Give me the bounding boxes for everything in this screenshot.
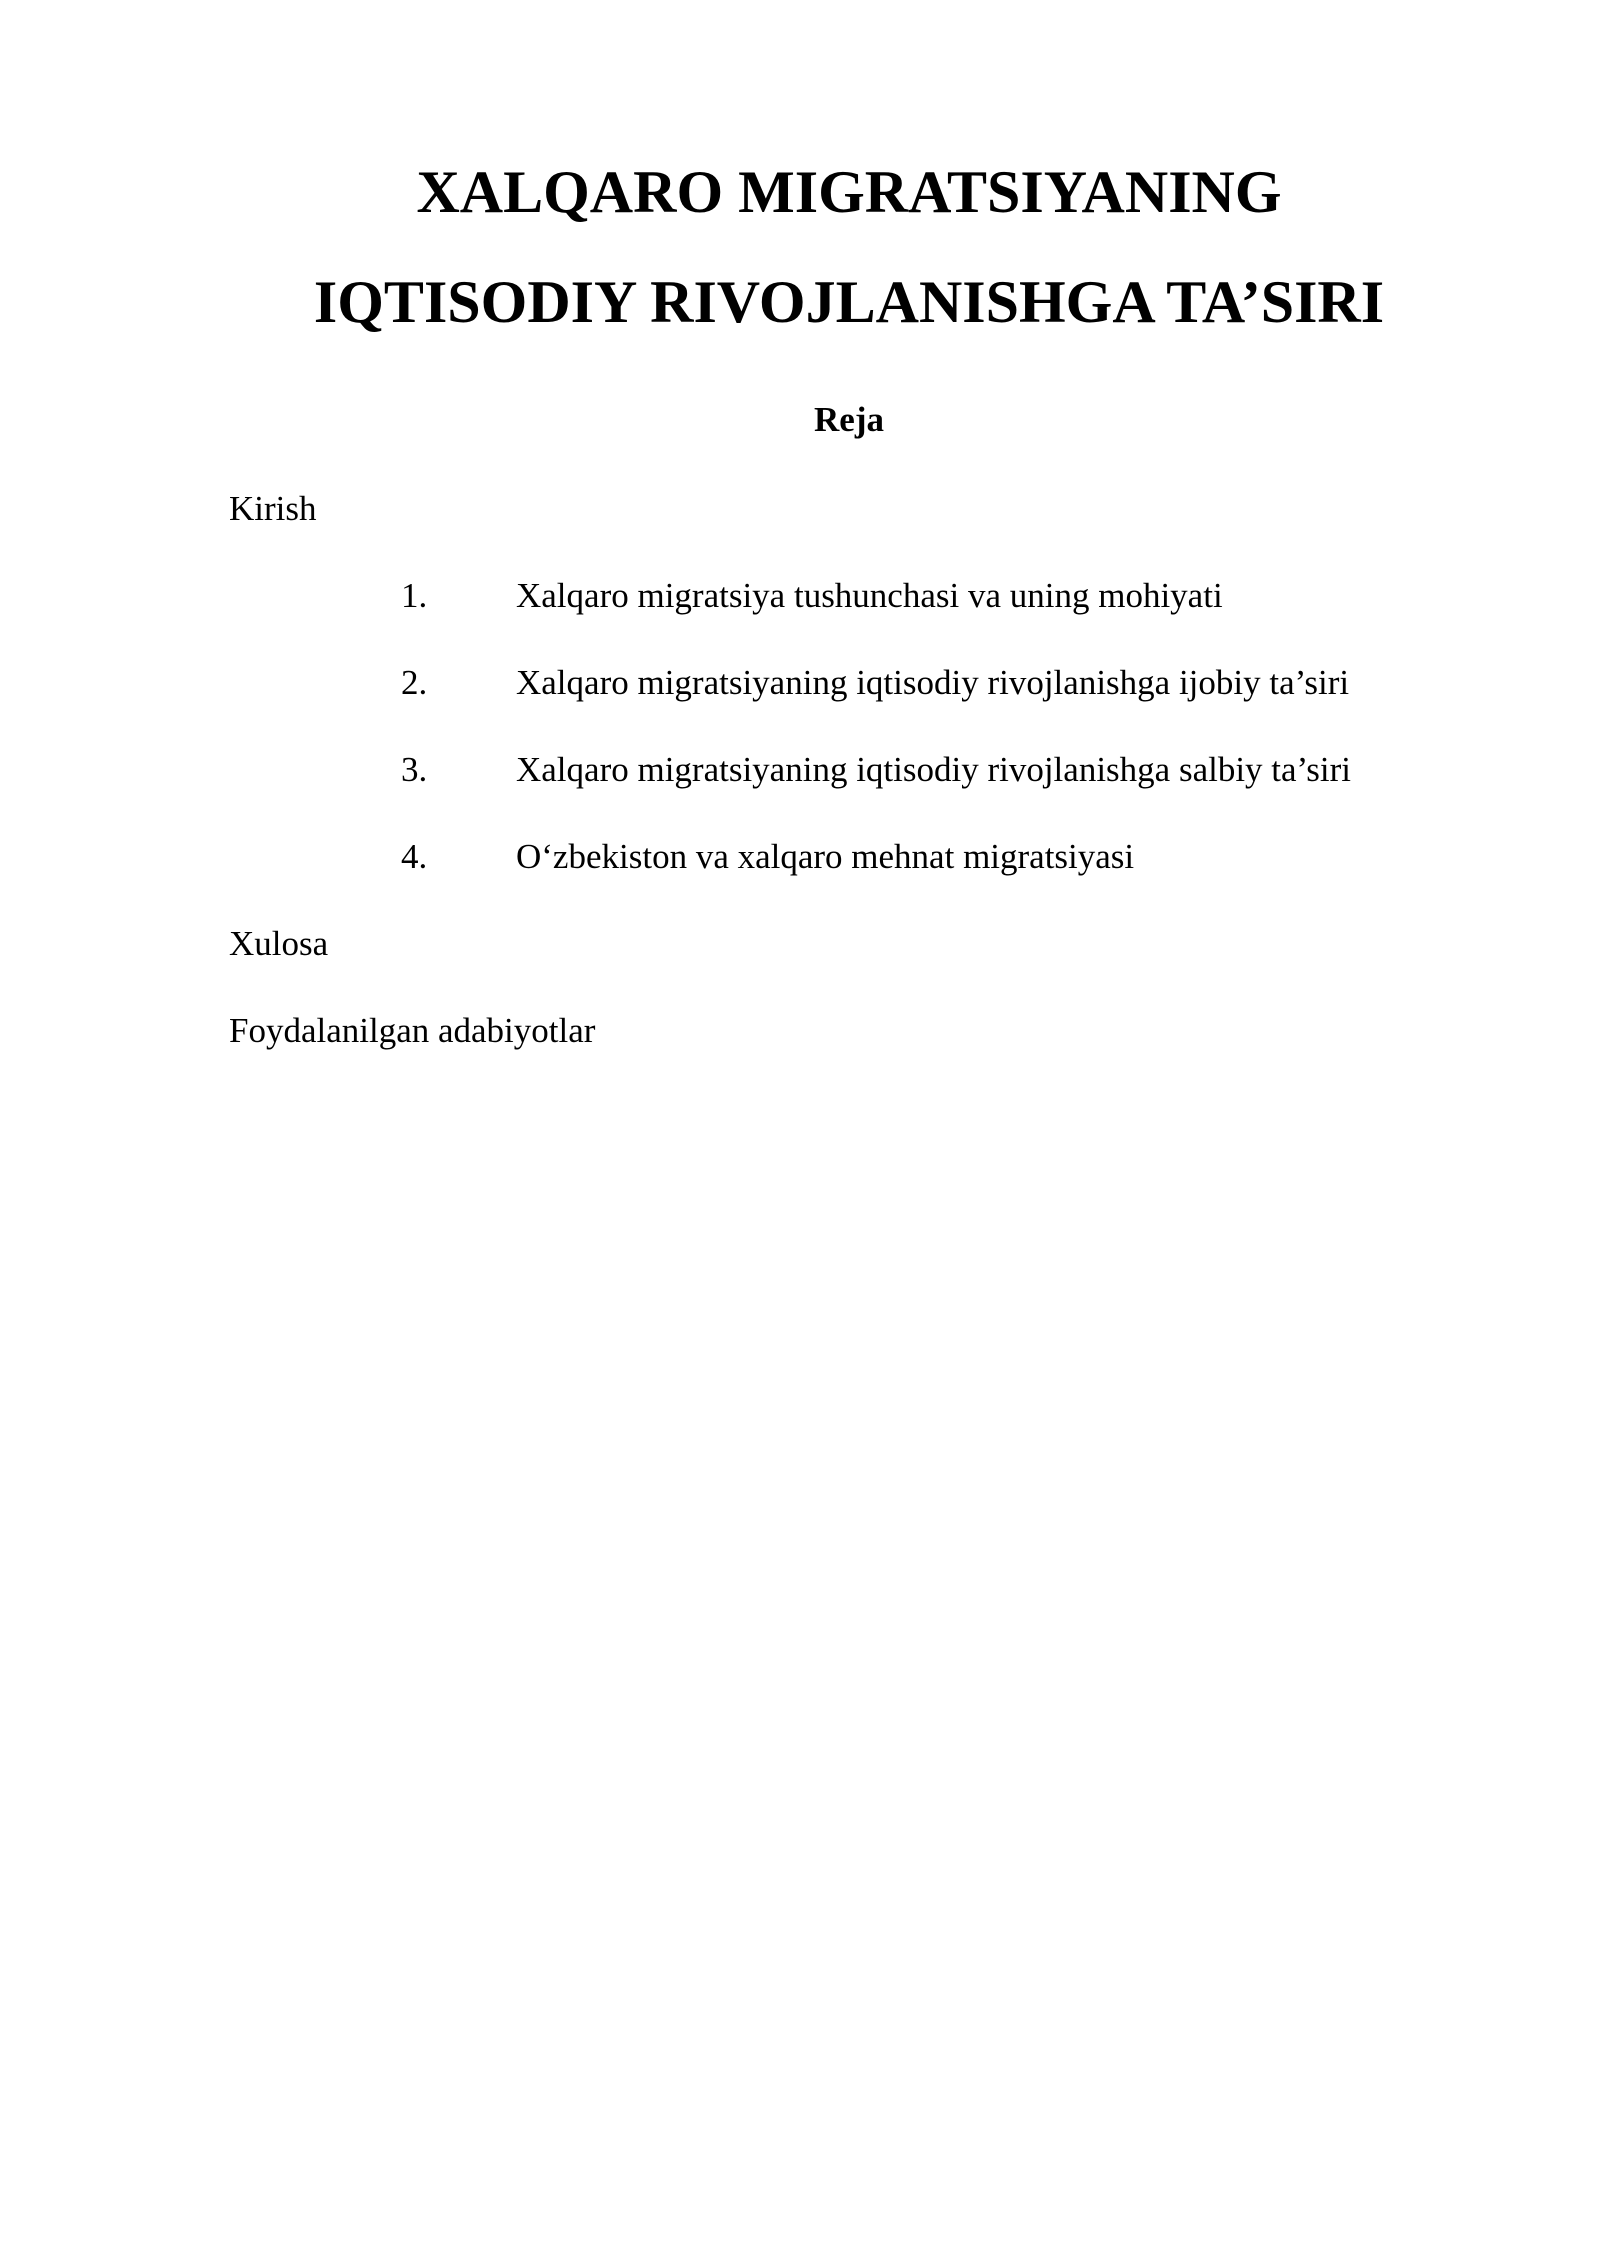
plan-item-number: 1. [401, 576, 428, 615]
plan-heading: Reja [814, 400, 884, 439]
plan-item-text: Xalqaro migratsiyaning iqtisodiy rivojlanishga ijobiy ta’siri [516, 663, 1350, 702]
plan-item-number: 4. [401, 837, 428, 876]
plan-item-text: Xalqaro migratsiya tushunchasi va uning mohiyati [516, 576, 1223, 615]
plan-item-number: 3. [401, 750, 428, 789]
plan-item-text: O‘zbekiston va xalqaro mehnat migratsiyasi [516, 837, 1135, 876]
plan-references: Foydalanilgan adabiyotlar [229, 1011, 596, 1050]
plan-item-text: Xalqaro migratsiyaning iqtisodiy rivojlanishga salbiy ta’siri [516, 750, 1352, 789]
title-line-2: IQTISODIY RIVOJLANISHGA TA’SIRI [313, 269, 1385, 335]
title-line-1: XALQARO MIGRATSIYANING [416, 159, 1282, 225]
plan-conclusion: Xulosa [229, 924, 329, 963]
plan-item-number: 2. [401, 663, 428, 702]
plan-intro: Kirish [229, 489, 317, 528]
